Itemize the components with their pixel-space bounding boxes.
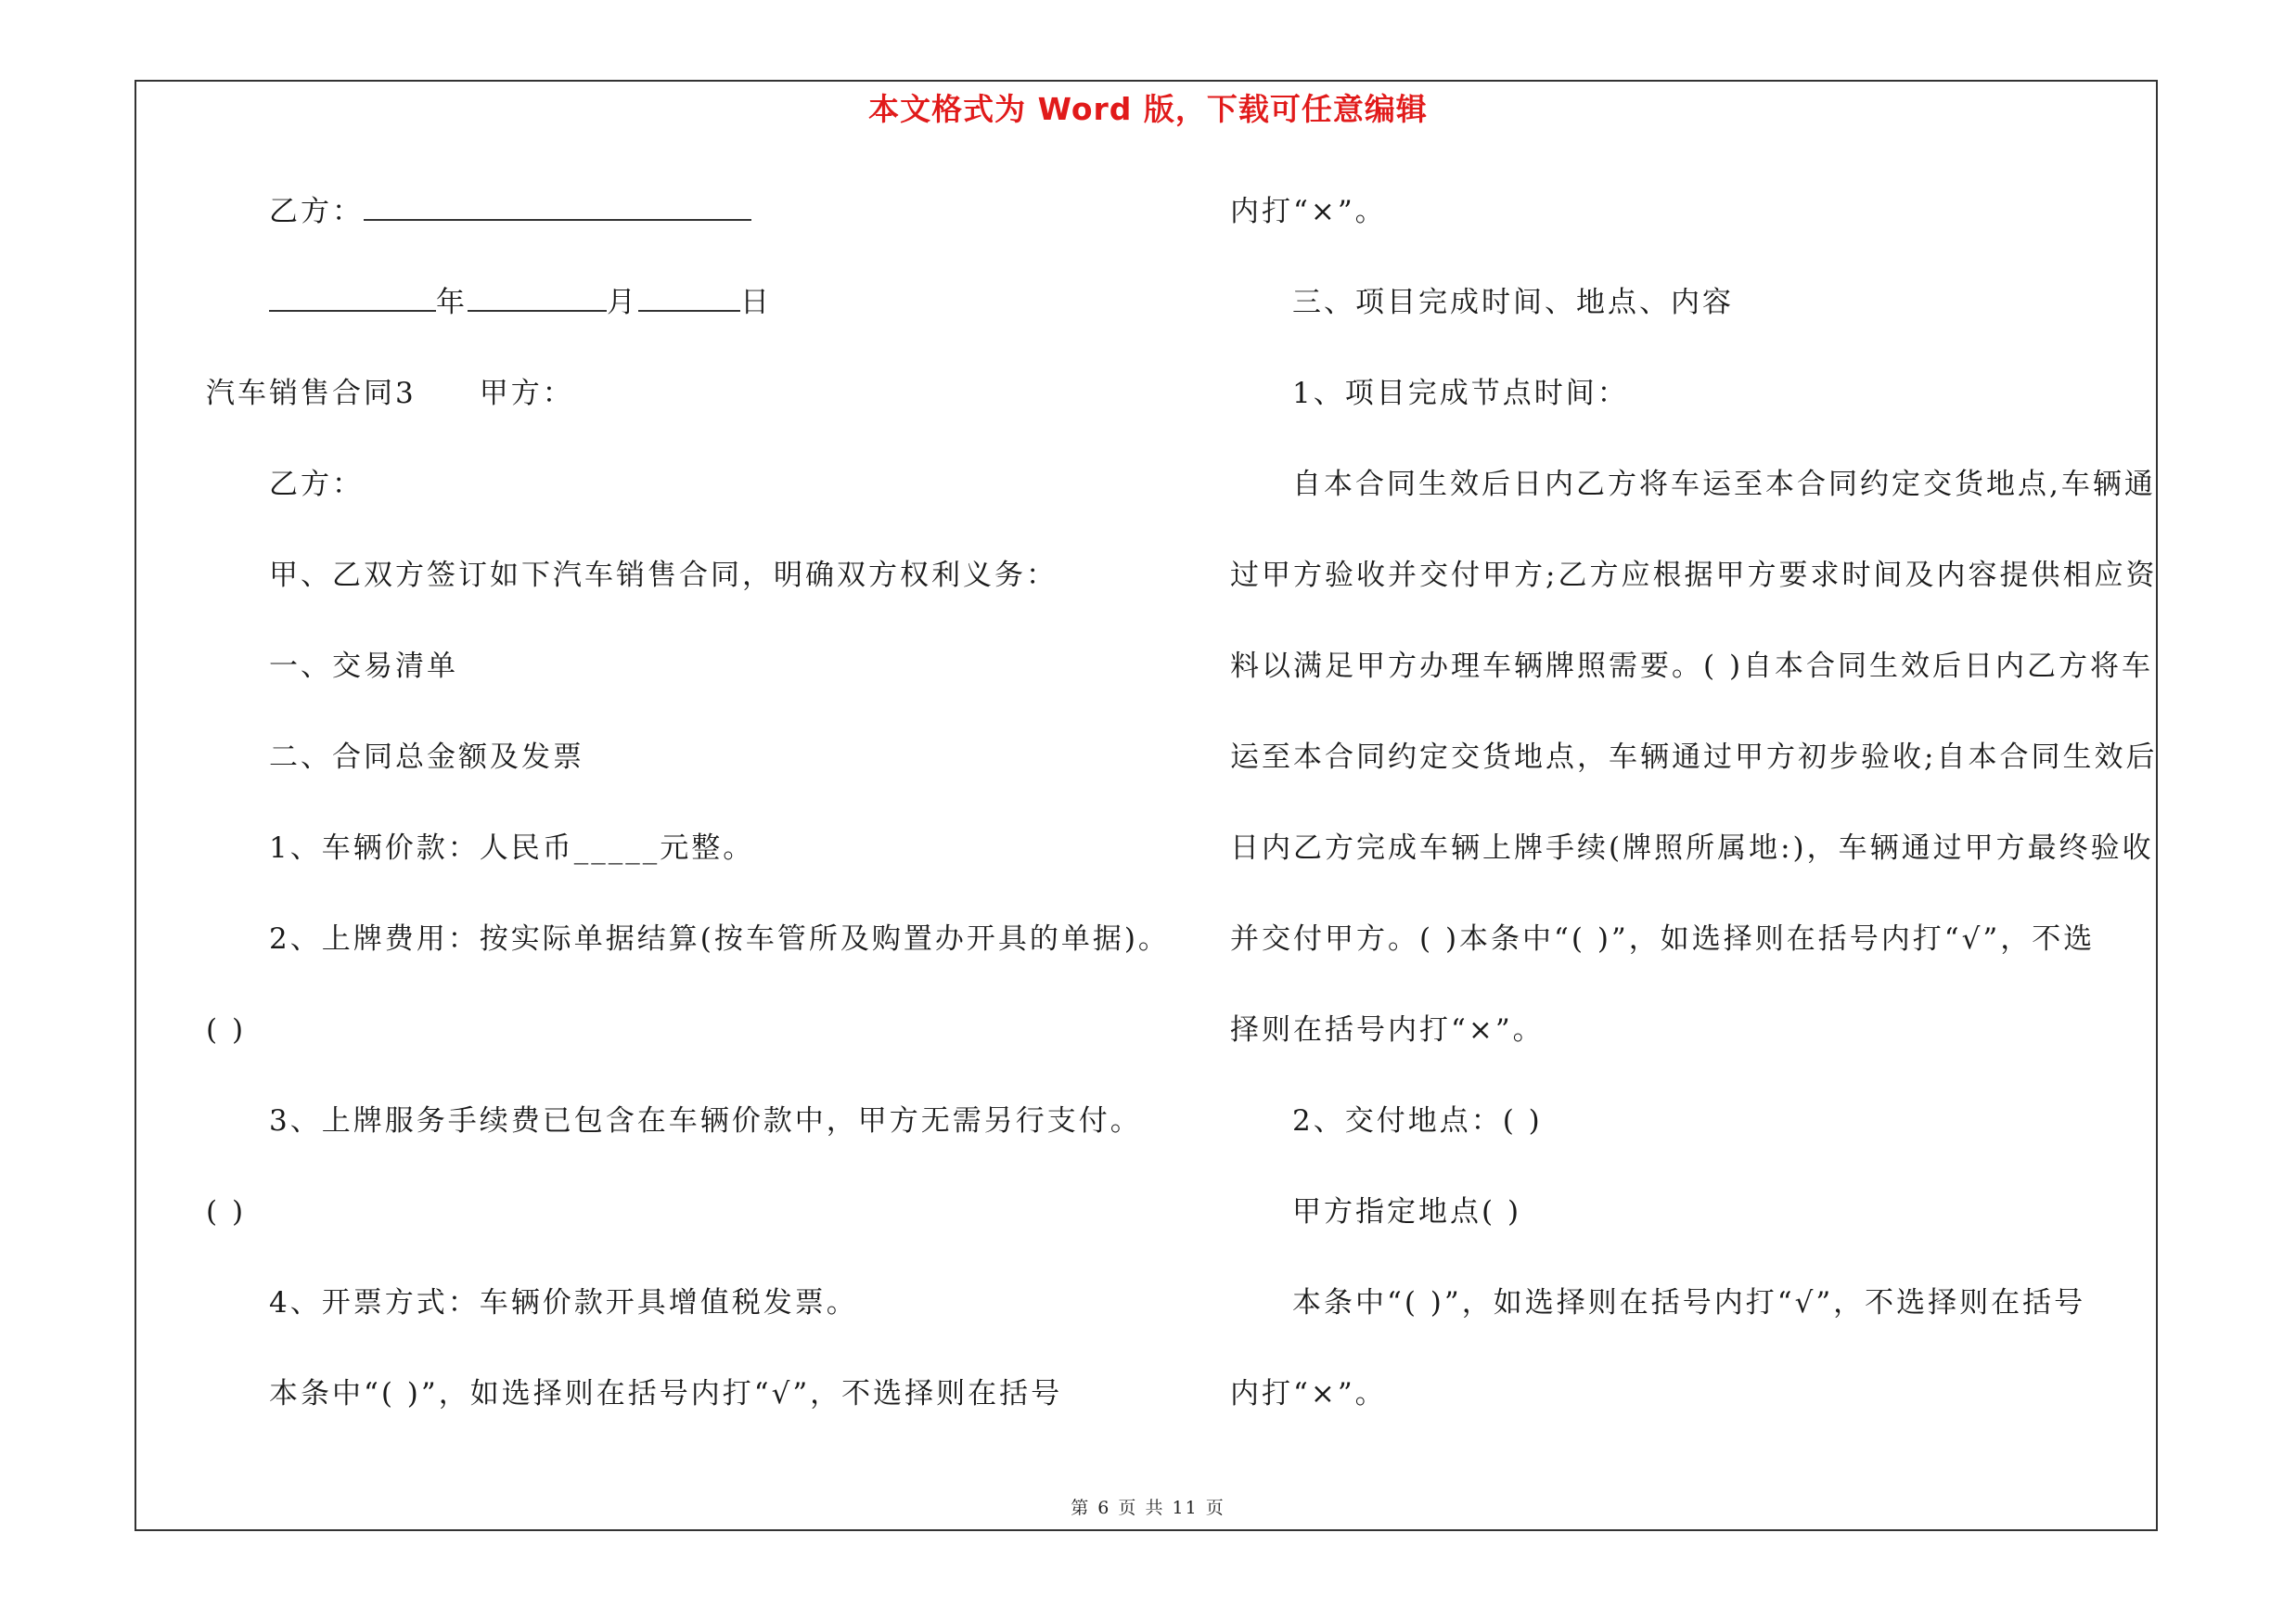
year-label: 年 [436,286,468,319]
party-b-blank[interactable] [364,193,751,221]
selection-note-cont: 内打“×”。 [1230,195,1387,228]
selection-note-right-cont: 内打“×”。 [1230,1377,1387,1410]
delivery-para-line-1: 自本合同生效后日内乙方将车运至本合同约定交货地点,车辆通 [1292,468,2156,501]
contract-3-heading: 汽车销售合同3 甲方： [206,377,574,410]
delivery-para-line-2: 过甲方验收并交付甲方;乙方应根据甲方要求时间及内容提供相应资 [1230,559,2158,592]
section-1-heading: 一、交易清单 [269,650,458,683]
selection-note-right: 本条中“( )”，如选择则在括号内打“√”，不选择则在括号 [1292,1286,2086,1320]
page-number-footer: 第 6 页 共 11 页 [1071,1498,1225,1518]
delivery-para-line-4: 运至本合同约定交货地点，车辆通过甲方初步验收;自本合同生效后 [1230,741,2158,774]
intro-paragraph: 甲、乙双方签订如下汽车销售合同，明确双方权利义务： [269,559,1058,592]
month-blank[interactable] [468,284,607,312]
service-fee-item: 3、上牌服务手续费已包含在车辆价款中，甲方无需另行支付。 [269,1104,1142,1138]
party-b-label-2: 乙方： [269,468,364,501]
checkbox-paren-2[interactable]: ( ) [206,1195,247,1229]
day-blank[interactable] [638,284,740,312]
designated-location-item: 甲方指定地点( ) [1292,1195,1522,1229]
registration-fee-item: 2、上牌费用：按实际单据结算(按车管所及购置办开具的单据)。 [269,922,1170,956]
year-blank[interactable] [269,284,436,312]
vehicle-price-item: 1、车辆价款：人民币_____元整。 [269,831,755,865]
delivery-para-line-7: 择则在括号内打“×”。 [1230,1013,1545,1047]
invoice-method-item: 4、开票方式：车辆价款开具增值税发票。 [269,1286,858,1320]
completion-time-item: 1、项目完成节点时间： [1292,377,1629,410]
date-line [269,284,772,321]
delivery-para-line-6: 并交付甲方。( )本条中“( )”，如选择则在括号内打“√”，不选 [1230,922,2096,956]
delivery-location-item: 2、交付地点：( ) [1292,1104,1543,1138]
section-2-heading: 二、合同总金额及发票 [269,741,584,774]
party-b-label: 乙方： [269,195,364,228]
day-label: 日 [740,286,772,319]
selection-note-left: 本条中“( )”，如选择则在括号内打“√”，不选择则在括号 [269,1377,1063,1410]
delivery-para-line-5: 日内乙方完成车辆上牌手续(牌照所属地:)，车辆通过甲方最终验收 [1230,831,2154,865]
party-b-signature-line [269,193,751,230]
word-format-banner: 本文格式为 Word 版，下载可任意编辑 [868,91,1428,127]
delivery-para-line-3: 料以满足甲方办理车辆牌照需要。( )自本合同生效后日内乙方将车 [1230,650,2154,683]
checkbox-paren-1[interactable]: ( ) [206,1013,247,1047]
section-3-heading: 三、项目完成时间、地点、内容 [1292,286,1734,319]
month-label: 月 [607,286,638,319]
